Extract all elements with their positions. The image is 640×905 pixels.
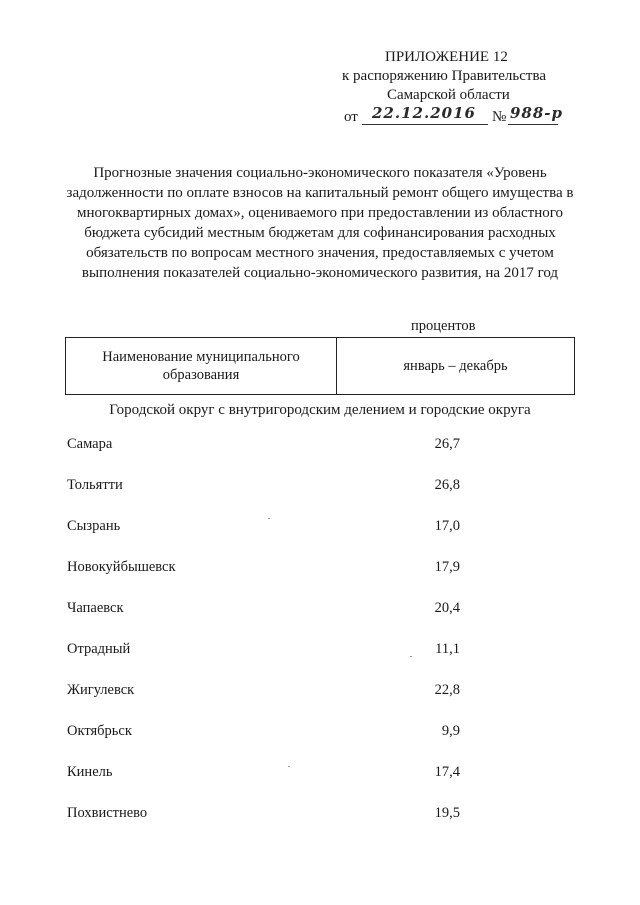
handwritten-number: 988-р (510, 104, 564, 122)
row-name: Похвистнево (67, 805, 148, 821)
number-underline (508, 124, 558, 125)
table-header (65, 337, 575, 395)
date-prefix: от (344, 109, 358, 125)
row-name: Чапаевск (67, 600, 124, 616)
row-name: Октябрьск (67, 723, 132, 739)
row-name: Отрадный (67, 641, 131, 657)
row-value: 26,7 (434, 436, 460, 452)
row-name: Сызрань (67, 518, 121, 534)
row-value: 26,8 (434, 477, 460, 493)
section-heading: Городской округ с внутригородским делением и городские округа (109, 402, 531, 418)
row-name: Жигулевск (67, 682, 135, 698)
appendix-label: ПРИЛОЖЕНИЕ 12 (385, 49, 508, 65)
column-header-municipality (66, 338, 337, 395)
units-label: процентов (411, 318, 476, 334)
row-name: Самара (67, 436, 113, 452)
region-name: Самарской области (387, 87, 510, 103)
row-value: 17,9 (434, 559, 460, 575)
document-title: Прогнозные значения социально-экономического показателя «Уровень задолженности по оплате взносов на капитальный ремонт общего имущества в многоквартирных домах», оцениваемого при предоставлении из областного бюджета субсидий местным бюджетам для софинансирования расходных обязательств по вопросам местного значения, предоставляемых с учетом выполнения показателей социально-экономического развития, на 2017 год (66, 165, 574, 281)
row-value: 11,1 (435, 641, 460, 657)
row-value: 9,9 (441, 723, 460, 739)
row-value: 22,8 (434, 682, 460, 698)
row-value: 20,4 (434, 600, 460, 616)
row-name: Кинель (67, 764, 113, 780)
order-reference: к распоряжению Правительства (342, 68, 547, 84)
column-header-municipality-text: Наименование муниципального образования (102, 349, 300, 383)
scan-speck (268, 518, 270, 519)
row-value: 17,0 (434, 518, 460, 534)
date-underline (362, 124, 488, 125)
row-name: Тольятти (67, 477, 123, 493)
handwritten-date: 22.12.2016 (372, 104, 476, 122)
row-value: 17,4 (434, 764, 460, 780)
row-value: 19,5 (434, 805, 460, 821)
row-name: Новокуйбышевск (67, 559, 176, 575)
scan-speck (410, 656, 412, 657)
number-prefix: № (492, 109, 507, 125)
column-header-period: январь – декабрь (337, 338, 575, 395)
scan-speck (288, 766, 290, 767)
